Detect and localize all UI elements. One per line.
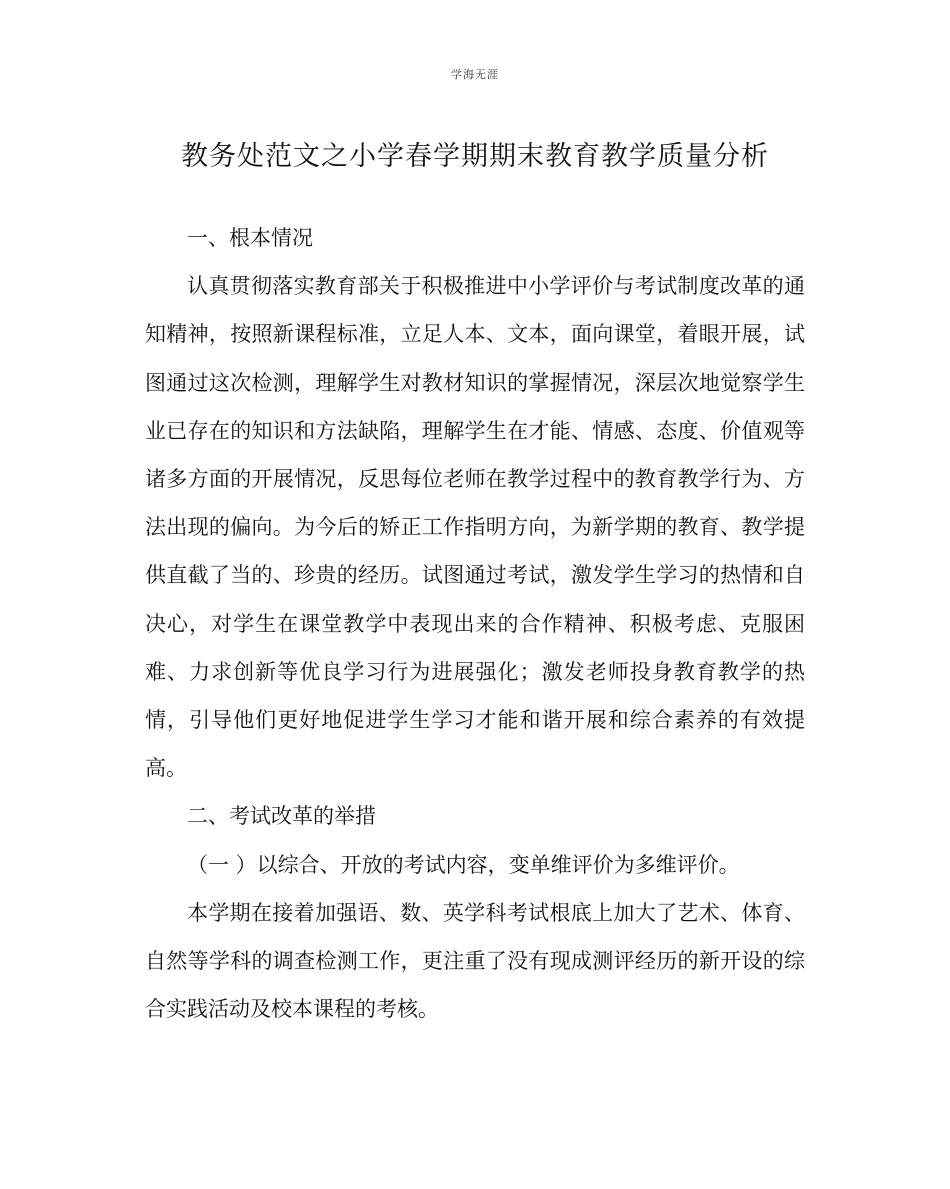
document-body <box>145 214 805 1033</box>
section-heading-basic-situation: 一、根本情况 <box>187 226 313 250</box>
section-heading-exam-reform: 二、考试改革的举措 <box>187 804 376 829</box>
paragraph-semester-work: 本学期在接着加强语、数、英学科考试根底上加大了艺术、体育、自然等学科的调查检测工作，更注重了没有现成测评经历的新开设的综合实践活动及校本课程的考核。 <box>145 900 805 1022</box>
subsection-heading-comprehensive-content: （一 ）以综合、开放的考试内容，变单维评价为多维评价。 <box>187 852 740 877</box>
document-title: 教务处范文之小学春学期期末教育教学质量分析 <box>181 141 769 172</box>
page-header: 学海无涯 <box>451 68 499 81</box>
paragraph-intro: 认真贯彻落实教育部关于积极推进中小学评价与考试制度改革的通知精神，按照新课程标准，立足人本、文本，面向课堂，着眼开展，试图通过这次检测，理解学生对教材知识的掌握情况，深层次地觉察学生业已存在的知识和方法缺陷，理解学生在才能、情感、态度、价值观等诸多方面的开展情况，反思每位老师在教学过程中的教育教学行为、方法出现的偏向。为今后的矫正工作指明方向，为新学期的教育、教学提供直截了当的、珍贵的经历。试图通过考试，激发学生学习的热情和自决心，对学生在课堂教学中表现出来的合作精神、积极考虑、克服困难、力求创新等优良学习行为进展强化；激发老师投身教育教学的热情，引导他们更好地促进学生学习才能和谐开展和综合素养的有效提高。 <box>145 274 805 781</box>
